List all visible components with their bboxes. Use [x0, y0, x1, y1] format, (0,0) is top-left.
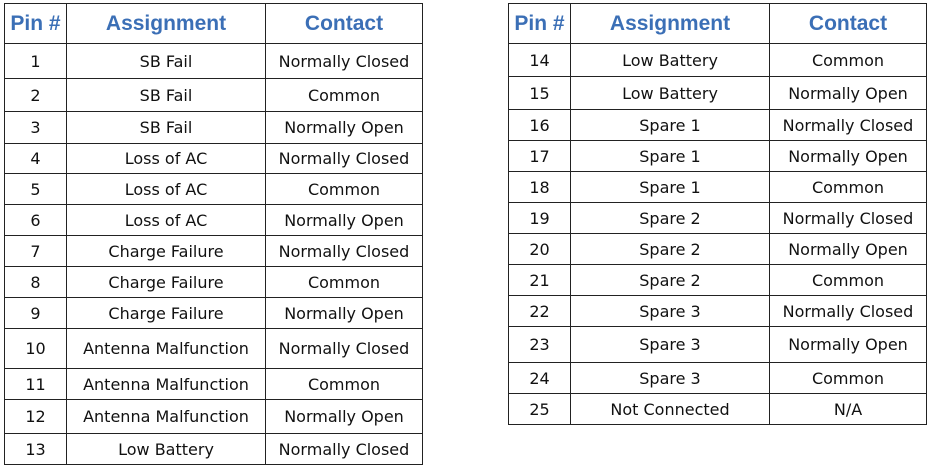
contact-cell: Normally Open [266, 205, 423, 236]
table-row [509, 172, 927, 203]
contact-column-header: Contact [770, 4, 927, 44]
assignment-cell: Antenna Malfunction [67, 400, 266, 434]
contact-cell: Common [266, 267, 423, 298]
contact-cell: Common [770, 172, 927, 203]
assignment-cell: Spare 1 [571, 141, 770, 172]
contact-cell: Normally Closed [770, 296, 927, 327]
assignment-cell: Spare 1 [571, 172, 770, 203]
table-row [509, 234, 927, 265]
contact-cell: Normally Open [770, 234, 927, 265]
table-row [5, 144, 423, 174]
assignment-cell: Low Battery [571, 77, 770, 110]
pin-column-header: Pin # [509, 4, 571, 44]
contact-cell: N/A [770, 394, 927, 425]
assignment-cell: Spare 3 [571, 327, 770, 363]
pin-cell: 8 [5, 267, 67, 298]
table-row [5, 267, 423, 298]
contact-column-header: Contact [266, 4, 423, 44]
pin-cell: 2 [5, 79, 67, 112]
pin-cell: 16 [509, 110, 571, 141]
assignment-cell: Spare 2 [571, 203, 770, 234]
assignment-column-header: Assignment [571, 4, 770, 44]
contact-cell: Normally Closed [266, 144, 423, 174]
pin-cell: 23 [509, 327, 571, 363]
table-row [509, 296, 927, 327]
assignment-cell: Charge Failure [67, 267, 266, 298]
table-row [5, 329, 423, 369]
contact-cell: Normally Closed [770, 110, 927, 141]
assignment-cell: SB Fail [67, 44, 266, 79]
table-row [5, 434, 423, 465]
table-row [509, 265, 927, 296]
pin-column-header: Pin # [5, 4, 67, 44]
contact-cell: Normally Closed [266, 329, 423, 369]
table-row [5, 112, 423, 144]
table-row [5, 400, 423, 434]
assignment-cell: Low Battery [67, 434, 266, 465]
assignment-cell: Charge Failure [67, 298, 266, 329]
header-row [509, 4, 927, 44]
contact-cell: Normally Open [266, 112, 423, 144]
assignment-cell: Spare 1 [571, 110, 770, 141]
assignment-cell: Spare 2 [571, 234, 770, 265]
contact-cell: Normally Closed [266, 236, 423, 267]
assignment-cell: Spare 3 [571, 363, 770, 394]
pin-table-right [508, 3, 927, 425]
pin-cell: 3 [5, 112, 67, 144]
table-row [509, 363, 927, 394]
contact-cell: Normally Open [266, 298, 423, 329]
assignment-cell: Not Connected [571, 394, 770, 425]
table-row [509, 203, 927, 234]
table-row [5, 236, 423, 267]
table-row [5, 79, 423, 112]
header-row [5, 4, 423, 44]
pin-cell: 18 [509, 172, 571, 203]
contact-cell: Normally Open [770, 77, 927, 110]
pin-cell: 12 [5, 400, 67, 434]
contact-cell: Common [770, 363, 927, 394]
assignment-cell: Antenna Malfunction [67, 369, 266, 400]
pin-cell: 22 [509, 296, 571, 327]
contact-cell: Common [266, 79, 423, 112]
pin-cell: 15 [509, 77, 571, 110]
contact-cell: Normally Open [770, 141, 927, 172]
table-row [509, 141, 927, 172]
contact-cell: Common [266, 369, 423, 400]
contact-cell: Normally Closed [770, 203, 927, 234]
assignment-cell: Spare 2 [571, 265, 770, 296]
pin-cell: 7 [5, 236, 67, 267]
assignment-cell: Loss of AC [67, 205, 266, 236]
pin-cell: 4 [5, 144, 67, 174]
assignment-cell: Loss of AC [67, 144, 266, 174]
assignment-cell: Charge Failure [67, 236, 266, 267]
assignment-cell: Spare 3 [571, 296, 770, 327]
contact-cell: Common [770, 44, 927, 77]
contact-cell: Normally Open [266, 400, 423, 434]
table-row [5, 369, 423, 400]
table-row [509, 327, 927, 363]
pin-cell: 9 [5, 298, 67, 329]
pin-cell: 24 [509, 363, 571, 394]
contact-cell: Common [266, 174, 423, 205]
assignment-cell: Loss of AC [67, 174, 266, 205]
table-row [5, 298, 423, 329]
contact-cell: Normally Closed [266, 434, 423, 465]
assignment-cell: Antenna Malfunction [67, 329, 266, 369]
pin-cell: 1 [5, 44, 67, 79]
pin-cell: 17 [509, 141, 571, 172]
pin-cell: 5 [5, 174, 67, 205]
assignment-column-header: Assignment [67, 4, 266, 44]
pin-cell: 21 [509, 265, 571, 296]
pin-cell: 13 [5, 434, 67, 465]
table-row [5, 44, 423, 79]
table-row [509, 110, 927, 141]
pin-cell: 19 [509, 203, 571, 234]
table-row [509, 77, 927, 110]
contact-cell: Normally Closed [266, 44, 423, 79]
contact-cell: Common [770, 265, 927, 296]
pin-cell: 11 [5, 369, 67, 400]
assignment-cell: Low Battery [571, 44, 770, 77]
table-row [509, 394, 927, 425]
assignment-cell: SB Fail [67, 112, 266, 144]
table-row [5, 174, 423, 205]
pin-cell: 10 [5, 329, 67, 369]
pin-cell: 14 [509, 44, 571, 77]
pin-cell: 25 [509, 394, 571, 425]
table-row [509, 44, 927, 77]
pin-cell: 20 [509, 234, 571, 265]
table-row [5, 205, 423, 236]
pin-table-left [4, 3, 423, 465]
assignment-cell: SB Fail [67, 79, 266, 112]
contact-cell: Normally Open [770, 327, 927, 363]
pin-cell: 6 [5, 205, 67, 236]
